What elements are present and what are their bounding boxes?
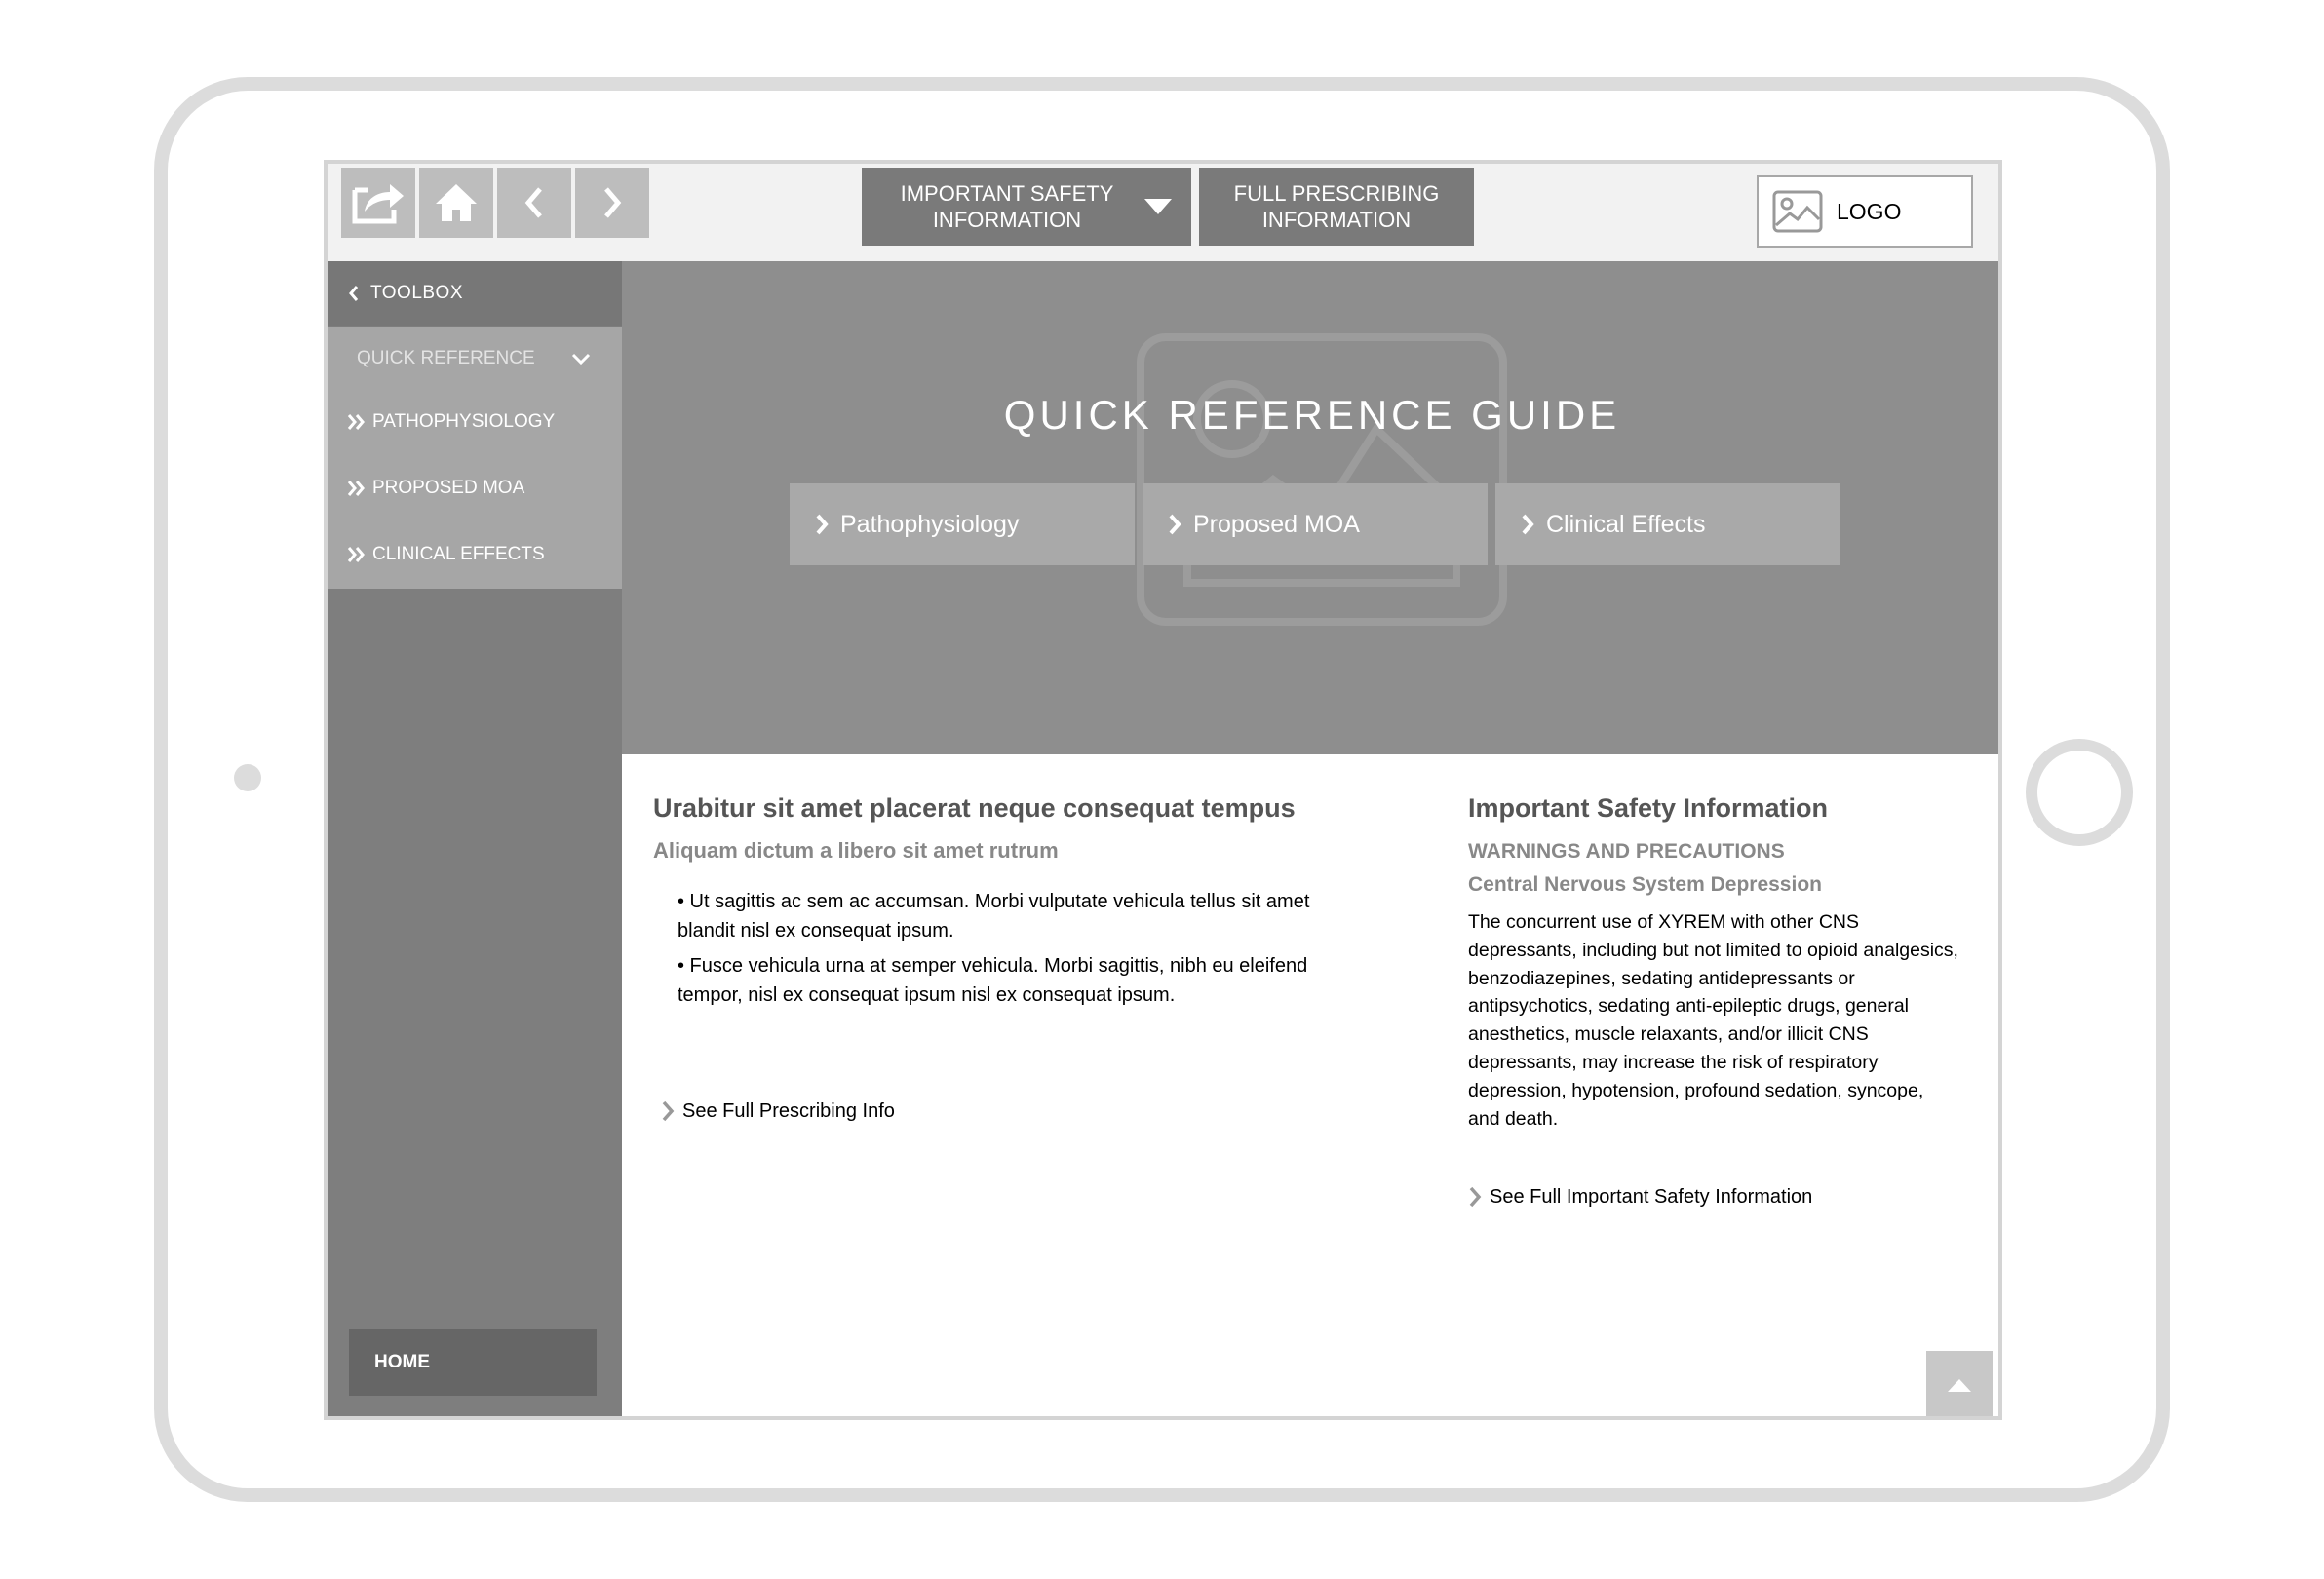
back-button[interactable]	[497, 168, 571, 238]
arrow-up-icon	[1946, 1377, 1973, 1393]
hero-button-label: Proposed MOA	[1193, 510, 1360, 538]
quick-reference-label: QUICK REFERENCE	[357, 348, 535, 368]
chevron-left-icon	[523, 186, 546, 219]
home-button-label: HOME	[374, 1352, 430, 1372]
logo-text: LOGO	[1837, 198, 1902, 224]
bullet-list	[678, 887, 1360, 1016]
tablet-home-button	[2026, 739, 2133, 846]
content-heading: Urabitur sit amet placerat neque consequat tempus	[653, 793, 1296, 823]
cns-heading: Central Nervous System Depression	[1468, 873, 1822, 896]
forward-button[interactable]	[575, 168, 649, 238]
sidebar	[328, 261, 622, 1420]
link-label: See Full Important Safety Information	[1490, 1185, 1813, 1208]
sidebar-home-button[interactable]	[349, 1329, 597, 1396]
chevron-right-icon	[815, 513, 829, 536]
main-content	[622, 754, 2002, 1420]
fpi-button[interactable]	[1199, 168, 1474, 246]
sidebar-item-label: PROPOSED MOA	[372, 478, 525, 498]
sidebar-item-label: PATHOPHYSIOLOGY	[372, 411, 556, 432]
content-subheading: Aliquam dictum a libero sit amet rutrum	[653, 838, 1059, 863]
home-nav-button[interactable]	[419, 168, 493, 238]
double-chevron-right-icon	[347, 413, 368, 431]
quick-reference-list	[328, 390, 622, 589]
share-icon	[351, 180, 406, 225]
isi-body-text: The concurrent use of XYREM with other CNS depressants, including but not limited to opioid analgesics, benzodiazepines, sedating antidepressants or antipsychotics, sedating anti-epileptic drugs, general anesthetics, muscle relaxants, and/or illicit CNS depressants, may increase the risk of respiratory depression, hypotension, profound sedation, syncope, and death.	[1468, 911, 1958, 1130]
isi-dropdown-label: IMPORTANT SAFETY INFORMATION	[900, 181, 1114, 232]
image-placeholder-icon	[1137, 333, 1507, 626]
sidebar-item-label: CLINICAL EFFECTS	[372, 544, 545, 564]
sidebar-item-proposed-moa[interactable]	[328, 456, 622, 520]
chevron-right-icon	[1468, 1185, 1482, 1209]
full-isi-link[interactable]	[1468, 1185, 1812, 1209]
double-chevron-right-icon	[347, 480, 368, 497]
chevron-right-icon	[600, 186, 624, 219]
list-item: • Ut sagittis ac sem ac accumsan. Morbi vulputate vehicula tellus sit amet blandit nisl ex consequat ipsum.	[678, 891, 1310, 942]
toolbox-back-button[interactable]	[328, 261, 622, 326]
hero-button-clinical-effects[interactable]	[1495, 483, 1840, 565]
share-button[interactable]	[341, 168, 415, 238]
full-prescribing-info-link[interactable]	[661, 1099, 895, 1123]
quick-reference-toggle[interactable]	[328, 327, 622, 390]
hero-title: QUICK REFERENCE GUIDE	[1003, 392, 1621, 438]
sidebar-item-clinical-effects[interactable]	[328, 522, 622, 587]
fpi-button-label: FULL PRESCRIBING INFORMATION	[1233, 181, 1440, 232]
hero-banner	[622, 261, 2002, 754]
hero-button-label: Pathophysiology	[840, 510, 1020, 538]
toolbox-label: TOOLBOX	[370, 283, 464, 303]
tablet-camera	[234, 764, 261, 791]
sidebar-item-pathophysiology[interactable]	[328, 390, 622, 454]
caret-down-icon	[1144, 199, 1172, 214]
image-placeholder-icon	[1772, 190, 1823, 233]
top-bar	[328, 164, 1998, 261]
chevron-right-icon	[1521, 513, 1534, 536]
logo	[1757, 175, 1973, 248]
isi-dropdown-button[interactable]	[862, 168, 1191, 246]
isi-heading: Important Safety Information	[1468, 793, 1829, 823]
link-label: See Full Prescribing Info	[682, 1099, 895, 1122]
chevron-right-icon	[661, 1099, 675, 1123]
app-screen	[324, 160, 2002, 1420]
hero-button-label: Clinical Effects	[1546, 510, 1706, 538]
list-item: • Fusce vehicula urna at semper vehicula. Morbi sagittis, nibh eu eleifend tempor, nisl ex consequat ipsum nisl ex consequat ipsum.	[678, 955, 1308, 1006]
warnings-heading: WARNINGS AND PRECAUTIONS	[1468, 840, 1785, 863]
chevron-down-icon	[571, 353, 591, 366]
double-chevron-right-icon	[347, 546, 368, 563]
hero-button-pathophysiology[interactable]	[790, 483, 1135, 565]
chevron-left-icon	[347, 285, 361, 302]
scroll-to-top-button[interactable]	[1926, 1351, 1993, 1419]
home-icon	[434, 182, 479, 223]
hero-button-proposed-moa[interactable]	[1143, 483, 1488, 565]
chevron-right-icon	[1168, 513, 1181, 536]
